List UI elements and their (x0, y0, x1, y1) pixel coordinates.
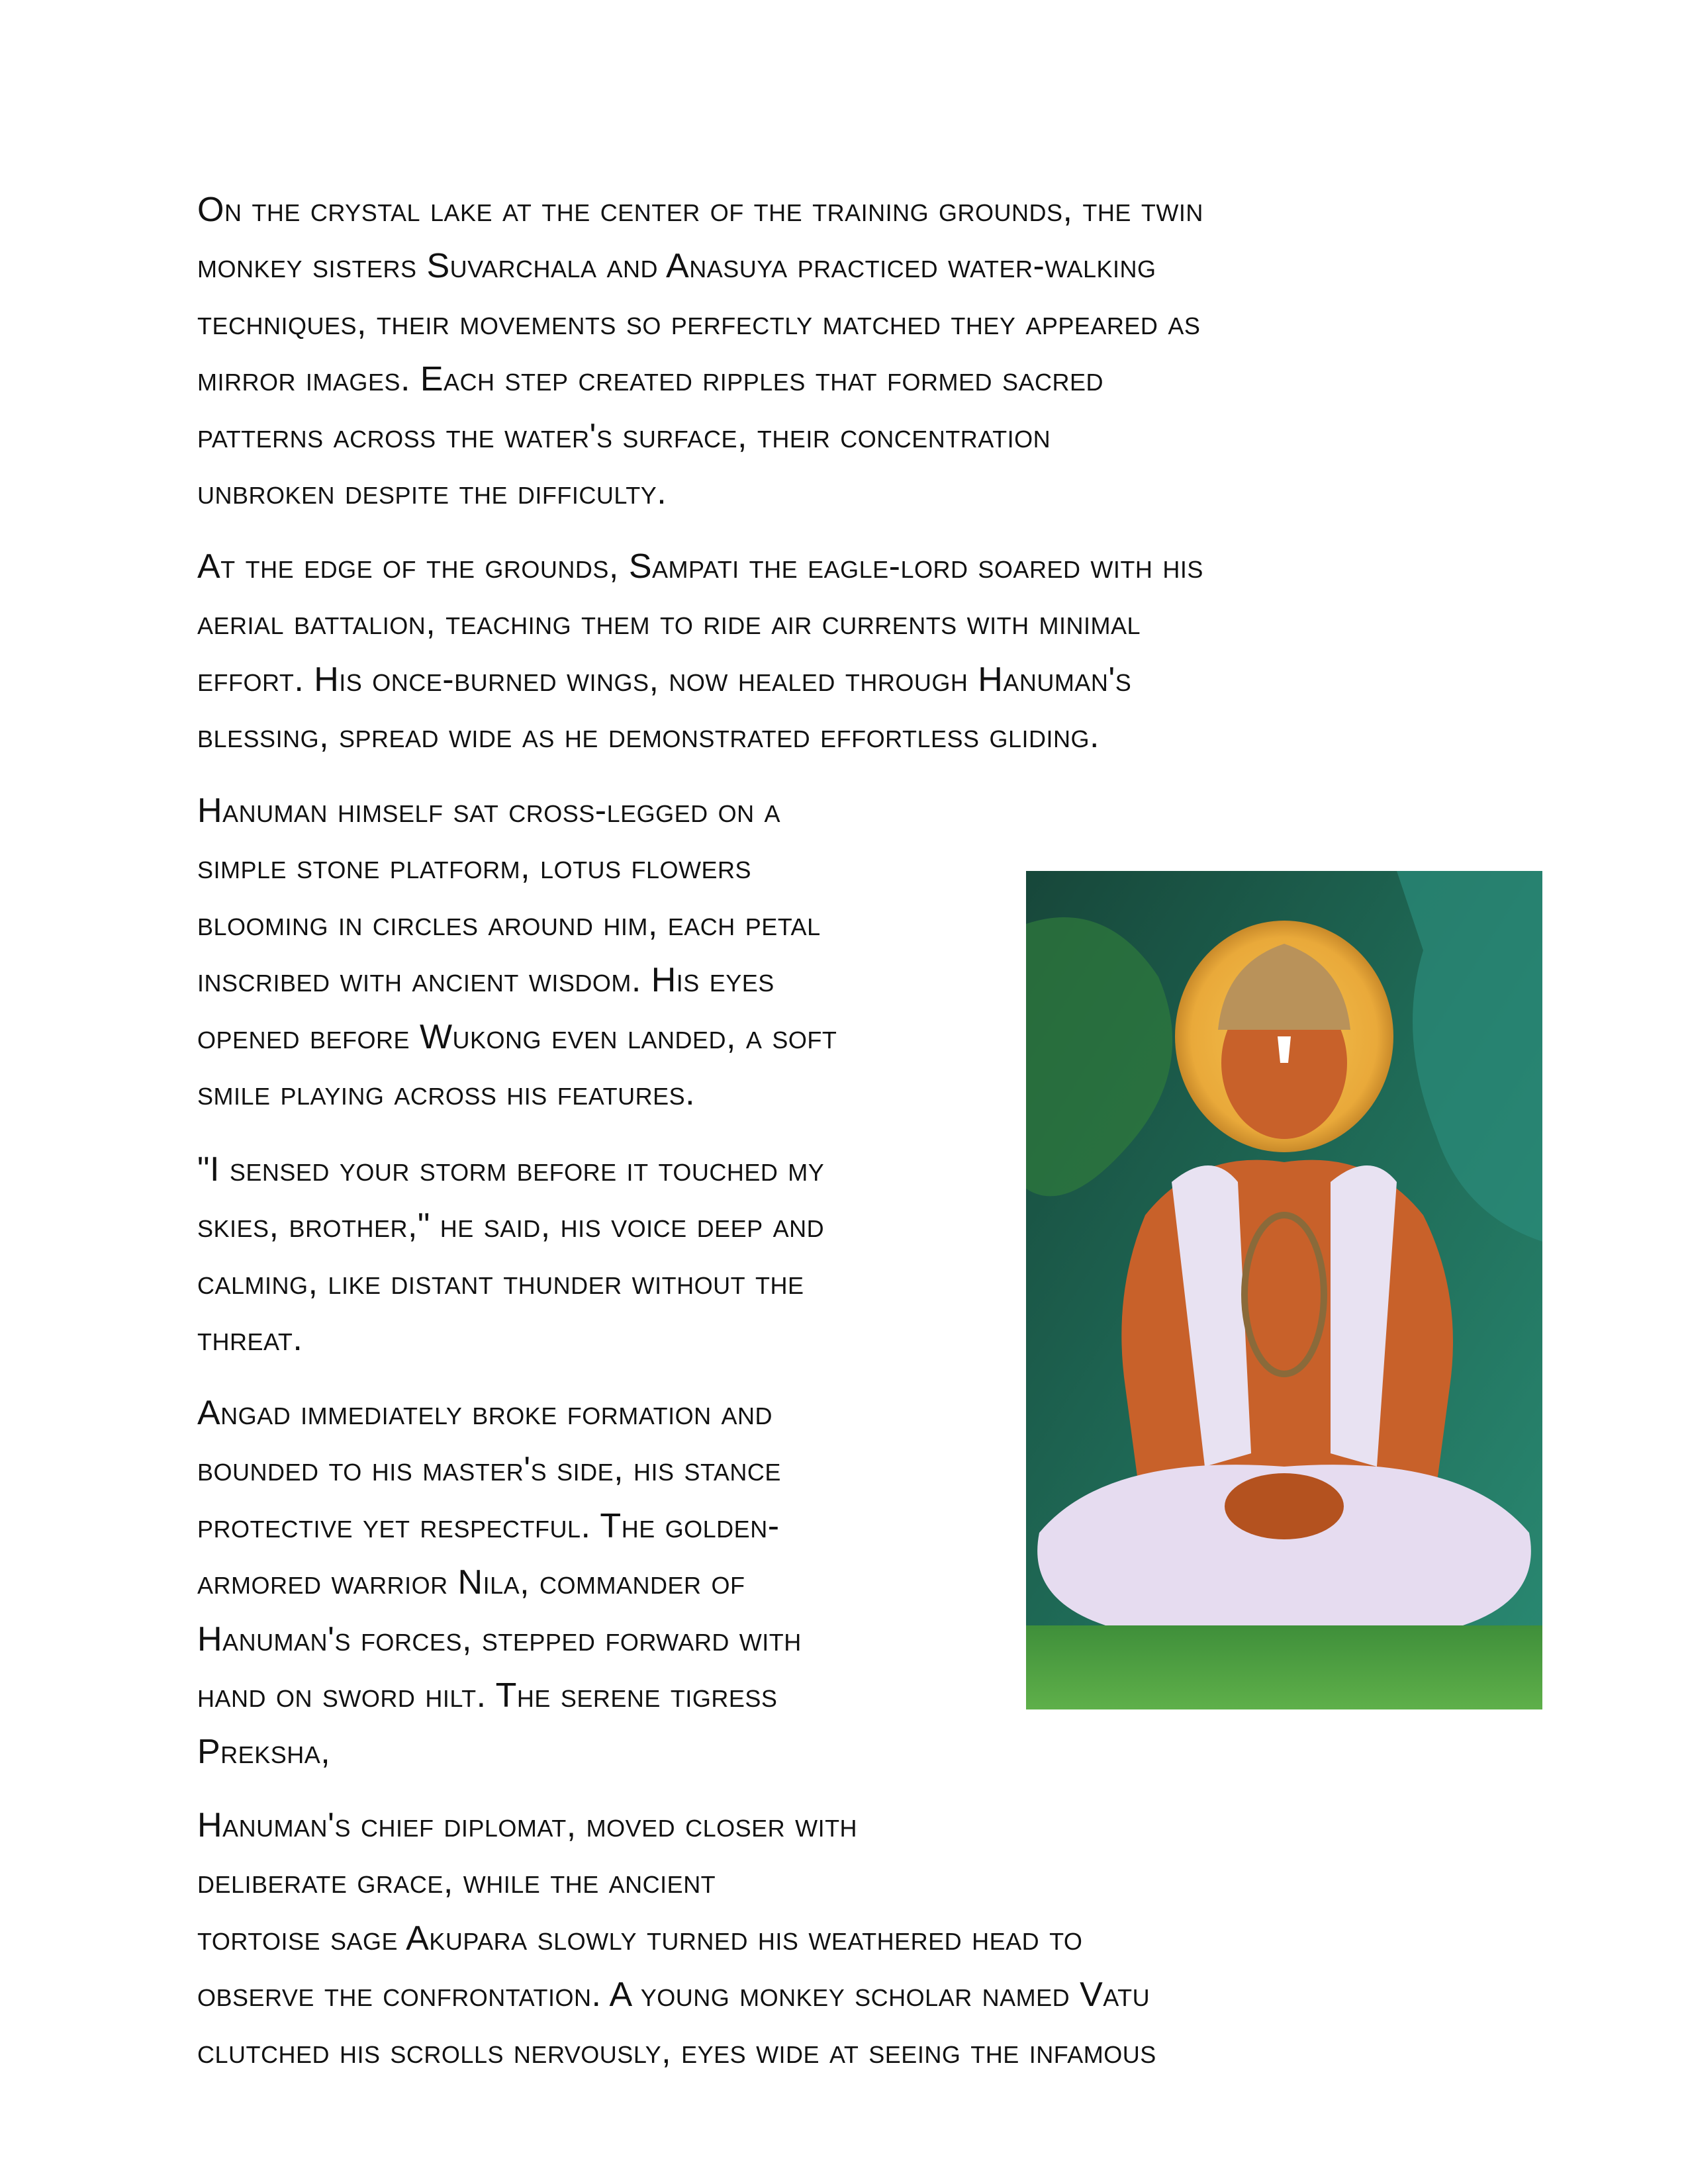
paragraph-3-line: smile playing across his features. (197, 1074, 696, 1113)
paragraph-1-line: unbroken despite the difficulty. (197, 473, 667, 512)
body (1121, 1160, 1453, 1486)
paragraph-6-line: deliberate grace, while the ancient (197, 1862, 716, 1901)
hands (1225, 1473, 1344, 1539)
paragraph-5-line: Angad immediately broke formation and (197, 1394, 773, 1432)
grass (1026, 1625, 1542, 1709)
paragraph-5-line: armored warrior Nila, commander of (197, 1563, 745, 1602)
paragraph-6-line: observe the confrontation. A young monkey scholar named Vatu (197, 1976, 1150, 2015)
paragraph-3-line: opened before Wukong even landed, a soft (197, 1017, 837, 1056)
paragraph-2-line: blessing, spread wide as he demonstrated effortless gliding. (197, 717, 1100, 756)
paragraph-2-line: aerial battalion, teaching them to ride air currents with minimal (197, 604, 1141, 643)
paragraph-1-line: techniques, their movements so perfectly matched they appeared as (197, 303, 1201, 342)
paragraph-5-line: hand on sword hilt. The serene tigress (197, 1676, 778, 1715)
paragraph-6-line: Hanuman's chief diplomat, moved closer with (197, 1806, 858, 1844)
paragraph-2-line: At the edge of the grounds, Sampati the eagle-lord soared with his (197, 547, 1203, 586)
paragraph-6-line: clutched his scrolls nervously, eyes wide at seeing the infamous (197, 2032, 1156, 2071)
paragraph-3-line: inscribed with ancient wisdom. His eyes (197, 961, 774, 1000)
paragraph-1-line: monkey sisters Suvarchala and Anasuya practiced water-walking (197, 247, 1156, 286)
paragraph-3-line: blooming in circles around him, each petal (197, 904, 821, 943)
paragraph-3-line: Hanuman himself sat cross-legged on a (197, 792, 781, 830)
paragraph-4-line: "I sensed your storm before it touched my (197, 1150, 825, 1189)
paragraph-5-line: Hanuman's forces, stepped forward with (197, 1619, 802, 1659)
paragraph-6-line: tortoise sage Akupara slowly turned his weathered head to (197, 1919, 1083, 1958)
paragraph-3-line: simple stone platform, lotus flowers (197, 848, 752, 887)
paragraph-4-line: skies, brother," he said, his voice deep and (197, 1206, 825, 1246)
paragraph-1-line: mirror images. Each step created ripples that formed sacred (197, 360, 1104, 399)
paragraph-2-line: effort. His once-burned wings, now healed through Hanuman's (197, 660, 1132, 699)
paragraph-4-line: calming, like distant thunder without the (197, 1263, 804, 1302)
paragraph-1-line: patterns across the water's surface, their concentration (197, 416, 1051, 455)
paragraph-5-line: Preksha, (197, 1733, 331, 1772)
paragraph-5-line: bounded to his master's side, his stance (197, 1450, 781, 1489)
paragraph-5-line: protective yet respectful. The golden- (197, 1506, 780, 1545)
hanuman-meditating-illustration (1026, 871, 1542, 1709)
paragraph-4-line: threat. (197, 1320, 303, 1359)
paragraph-1-line: On the crystal lake at the center of the training grounds, the twin (197, 191, 1203, 229)
